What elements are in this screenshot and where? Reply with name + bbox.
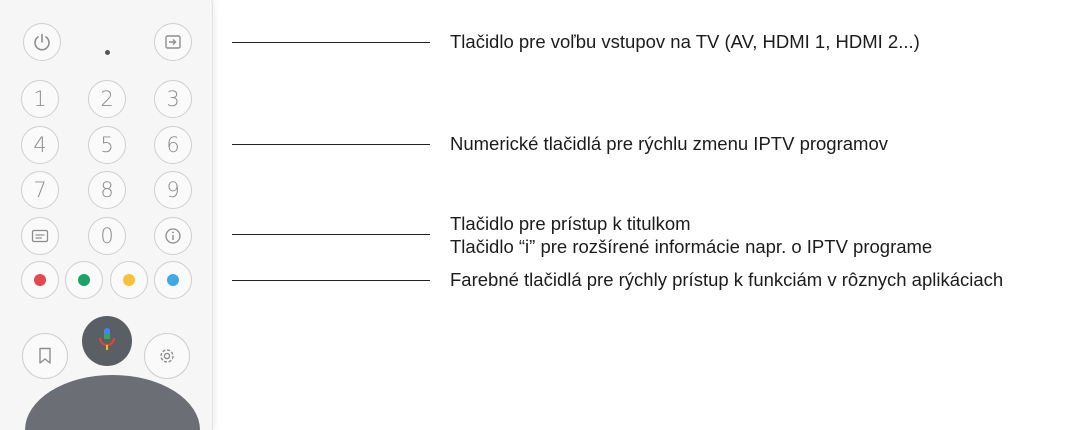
annotation-subtitles-button: Tlačidlo pre prístup k titulkom — [450, 213, 691, 234]
annotation-info-button: Tlačidlo “i” pre rozšírené informácie napr. o IPTV programe — [450, 236, 933, 257]
red-dot — [34, 274, 46, 286]
bookmark-button[interactable] — [22, 333, 68, 379]
annotation-color-buttons: Farebné tlačidlá pre rýchly prístup k funkciám v rôznych aplikáciach — [450, 269, 1004, 290]
remote-control — [0, 0, 213, 430]
green-color-button[interactable] — [65, 261, 103, 299]
number-key-5[interactable]: 5 — [88, 126, 126, 164]
status-led — [105, 50, 110, 55]
settings-icon — [157, 346, 177, 366]
voice-search-button[interactable] — [82, 316, 132, 366]
info-button[interactable] — [154, 217, 192, 255]
number-key-3[interactable]: 3 — [154, 80, 192, 118]
leader-line-numeric — [232, 144, 430, 145]
subtitles-icon — [31, 229, 49, 243]
microphone-icon — [96, 326, 118, 356]
number-key-9[interactable]: 9 — [154, 171, 192, 209]
bookmark-icon — [38, 347, 52, 365]
leader-line-input — [232, 42, 430, 43]
red-color-button[interactable] — [21, 261, 59, 299]
number-key-7[interactable]: 7 — [21, 171, 59, 209]
blue-color-button[interactable] — [154, 261, 192, 299]
number-key-4[interactable]: 4 — [21, 126, 59, 164]
number-key-0[interactable]: 0 — [88, 217, 126, 255]
number-key-1[interactable]: 1 — [21, 80, 59, 118]
number-key-2[interactable]: 2 — [88, 80, 126, 118]
annotation-numeric-buttons: Numerické tlačidlá pre rýchlu zmenu IPTV programov — [450, 133, 888, 154]
input-source-button[interactable] — [154, 23, 192, 61]
settings-button[interactable] — [144, 333, 190, 379]
yellow-color-button[interactable] — [110, 261, 148, 299]
number-key-6[interactable]: 6 — [154, 126, 192, 164]
power-icon — [32, 32, 52, 52]
yellow-dot — [123, 274, 135, 286]
power-button[interactable] — [23, 23, 61, 61]
green-dot — [78, 274, 90, 286]
leader-line-colors — [232, 280, 430, 281]
annotation-input-button: Tlačidlo pre voľbu vstupov na TV (AV, HDMI 1, HDMI 2...) — [450, 31, 920, 52]
subtitles-button[interactable] — [21, 217, 59, 255]
number-key-8[interactable]: 8 — [88, 171, 126, 209]
dpad[interactable] — [25, 375, 200, 430]
info-icon — [164, 227, 182, 245]
leader-line-subtitles — [232, 234, 430, 235]
input-source-icon — [164, 34, 182, 50]
blue-dot — [167, 274, 179, 286]
